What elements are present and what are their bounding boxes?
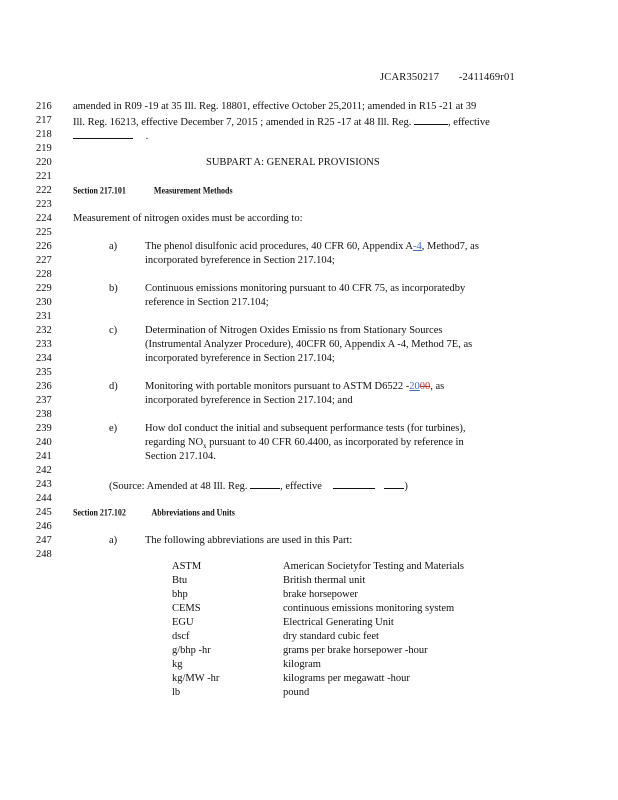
- item-e-label: e): [109, 423, 118, 434]
- line-number: 233: [36, 339, 52, 350]
- item-d-text: Monitoring with portable monitors pursuant to ASTM D6522 -: [145, 381, 410, 392]
- subscript-x: x: [203, 442, 207, 451]
- line-number: 237: [36, 395, 52, 406]
- source-text: (Source: Amended at 48 Ill. Reg.: [109, 481, 248, 492]
- line-number: 248: [36, 549, 52, 560]
- line-number: 218: [36, 129, 52, 140]
- line-number: 223: [36, 199, 52, 210]
- item-b-line-1: Continuous emissions monitoring pursuant to 40 CFR 75, as incorporatedby: [145, 283, 466, 294]
- line-number: 224: [36, 213, 52, 224]
- abbr-meaning: British thermal unit: [283, 575, 366, 586]
- item-d-line-2: incorporated byreference in Section 217.104; and: [145, 395, 353, 406]
- history-line-3-period: .: [145, 131, 149, 142]
- section-title: Abbreviations and Units: [151, 507, 235, 518]
- blank-effective-date: [73, 129, 133, 139]
- abbr-term: CEMS: [172, 603, 201, 614]
- item-e-line-1: How doI conduct the initial and subsequent performance tests (for turbines),: [145, 423, 466, 434]
- line-number: 243: [36, 479, 52, 490]
- line-number: 217: [36, 115, 52, 126]
- section-heading-102: [73, 506, 235, 520]
- line-number: 230: [36, 297, 52, 308]
- inserted-text: -4: [413, 241, 422, 252]
- doc-version: -2411469r01: [458, 72, 515, 83]
- blank-register-page: [250, 479, 280, 489]
- section-title: Measurement Methods: [153, 185, 233, 196]
- abbr-term: g/bhp -hr: [172, 645, 211, 656]
- section-heading-101: [73, 184, 233, 198]
- line-number: 247: [36, 535, 52, 546]
- item-a-line-1: [145, 241, 479, 253]
- inserted-text: 20: [409, 381, 420, 392]
- line-number: 238: [36, 409, 52, 420]
- item-a-text-end: , Method7, as: [421, 241, 479, 252]
- item-e-line-2: [145, 437, 464, 452]
- section-number: Section 217.101: [73, 185, 126, 196]
- item-c-line-1: Determination of Nitrogen Oxides Emissio ns from Stationary Sources: [145, 325, 443, 336]
- line-number: 232: [36, 325, 52, 336]
- abbr-meaning: brake horsepower: [283, 589, 358, 600]
- abbr-intro-text: The following abbreviations are used in this Part:: [145, 535, 353, 546]
- line-number: 225: [36, 227, 52, 238]
- document-header: [380, 72, 515, 84]
- section-number: Section 217.102: [73, 507, 126, 518]
- abbr-intro-label: a): [109, 535, 118, 546]
- abbr-term: kg/MW -hr: [172, 673, 220, 684]
- blank-register-page: [414, 115, 448, 125]
- source-note: [109, 479, 408, 493]
- abbr-meaning: American Societyfor Testing and Materials: [283, 561, 465, 572]
- history-line-2-effective: , effective: [447, 117, 490, 128]
- deleted-text: 00: [419, 381, 431, 392]
- source-effective: , effective: [280, 481, 322, 492]
- abbr-meaning: Electrical Generating Unit: [283, 617, 394, 628]
- item-b-label: b): [109, 283, 118, 294]
- source-close: ): [404, 481, 408, 492]
- item-d-label: d): [109, 381, 118, 392]
- blank-year: [384, 479, 404, 489]
- abbr-meaning: pound: [283, 687, 310, 698]
- line-number: 239: [36, 423, 52, 434]
- line-number: 231: [36, 311, 52, 322]
- item-c-line-3: incorporated byreference in Section 217.104;: [145, 353, 335, 364]
- history-line-3: [73, 129, 148, 143]
- abbr-term: EGU: [172, 617, 194, 628]
- item-c-line-2: (Instrumental Analyzer Procedure), 40CFR 60, Appendix A -4, Method 7E, as: [145, 339, 473, 350]
- abbr-term: ASTM: [172, 561, 202, 572]
- history-line-1: amended in R09 -19 at 35 Ill. Reg. 18801, effective October 25,2011; amended in R15 -21 at 39: [73, 101, 477, 112]
- line-number: 226: [36, 241, 52, 252]
- item-c-label: c): [109, 325, 118, 336]
- line-number: 228: [36, 269, 52, 280]
- item-e-text: regarding NO: [145, 437, 204, 448]
- abbr-meaning: continuous emissions monitoring system: [283, 603, 455, 614]
- abbr-meaning: kilogram: [283, 659, 321, 670]
- item-a-text: The phenol disulfonic acid procedures, 40 CFR 60, Appendix A: [145, 241, 414, 252]
- subpart-title: SUBPART A: GENERAL PROVISIONS: [206, 157, 380, 168]
- abbr-meaning: grams per brake horsepower -hour: [283, 645, 428, 656]
- abbr-meaning: kilograms per megawatt -hour: [283, 673, 410, 684]
- line-number: 236: [36, 381, 52, 392]
- line-number: 244: [36, 493, 52, 504]
- line-number: 221: [36, 171, 52, 182]
- item-a-label: a): [109, 241, 118, 252]
- line-number: 227: [36, 255, 52, 266]
- measurement-intro: Measurement of nitrogen oxides must be according to:: [73, 213, 303, 224]
- abbr-term: kg: [172, 659, 183, 670]
- line-number: 219: [36, 143, 52, 154]
- abbr-term: lb: [172, 687, 181, 698]
- abbr-term: bhp: [172, 589, 188, 600]
- abbr-term: dscf: [172, 631, 190, 642]
- item-b-line-2: reference in Section 217.104;: [145, 297, 269, 308]
- line-number: 235: [36, 367, 52, 378]
- line-number: 222: [36, 185, 52, 196]
- history-line-2-text: Ill. Reg. 16213, effective December 7, 2015 ; amended in R25 -17 at 48 Ill. Reg.: [73, 117, 412, 128]
- abbr-term: Btu: [172, 575, 188, 586]
- item-a-line-2: incorporated byreference in Section 217.104;: [145, 255, 335, 266]
- item-e-line-3: Section 217.104.: [145, 451, 216, 462]
- line-number: 229: [36, 283, 52, 294]
- line-number: 245: [36, 507, 52, 518]
- blank-effective-date: [333, 479, 375, 489]
- item-e-text-end: pursuant to 40 CFR 60.4400, as incorporated by reference in: [206, 437, 464, 448]
- item-d-line-1: [145, 381, 444, 393]
- history-line-2: [73, 115, 490, 129]
- doc-code: JCAR350217: [380, 72, 440, 83]
- line-number: 234: [36, 353, 52, 364]
- abbr-meaning: dry standard cubic feet: [283, 631, 379, 642]
- line-number: 240: [36, 437, 52, 448]
- item-d-text-end: , as: [430, 381, 445, 392]
- line-number: 242: [36, 465, 52, 476]
- line-number: 220: [36, 157, 52, 168]
- line-number: 216: [36, 101, 52, 112]
- line-number: 241: [36, 451, 52, 462]
- line-number: 246: [36, 521, 52, 532]
